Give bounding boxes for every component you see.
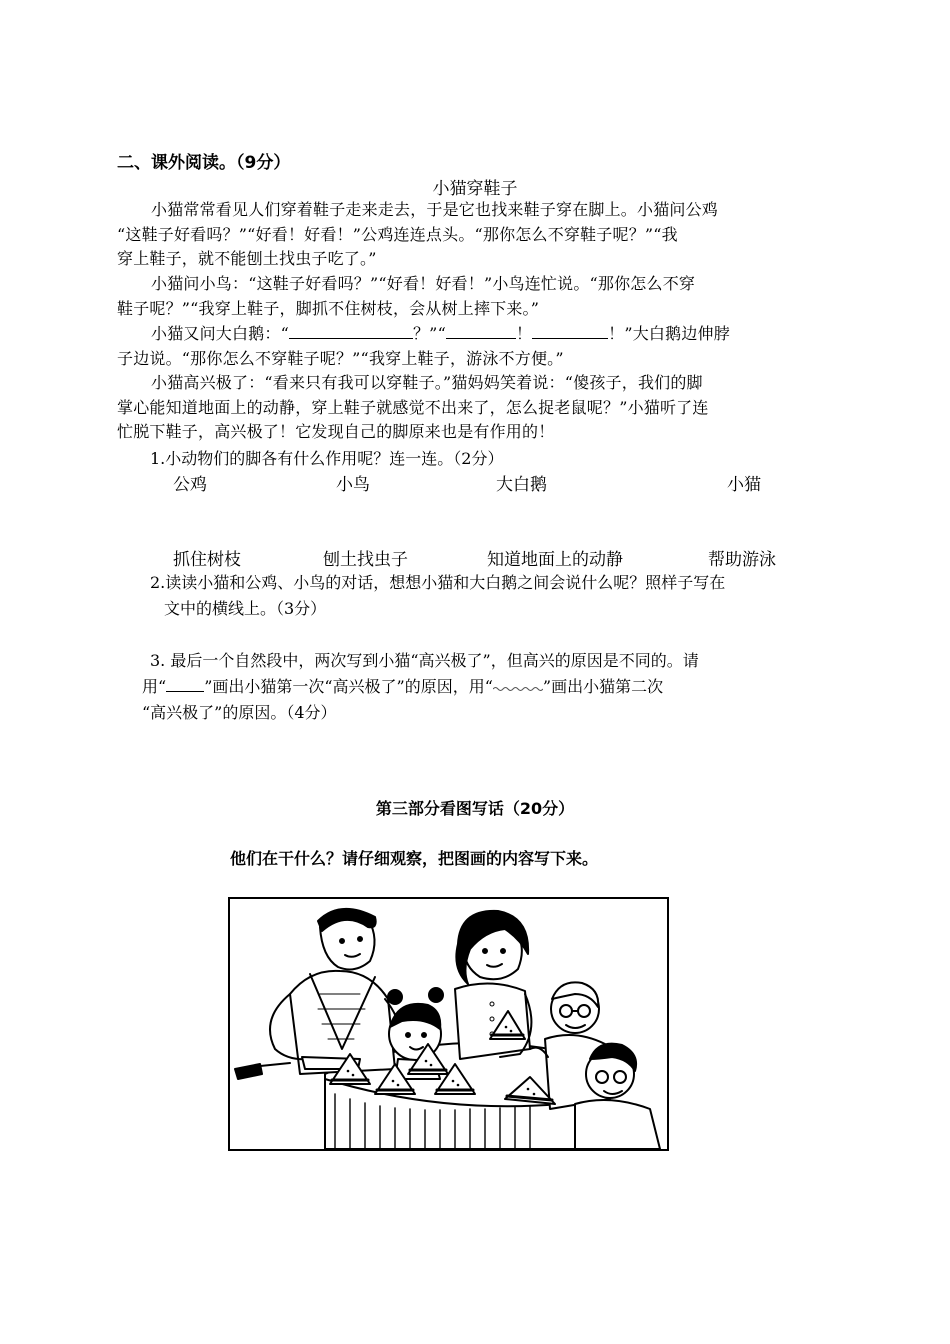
animal-option[interactable]: 大白鹅: [496, 475, 547, 495]
question-2: [150, 570, 725, 622]
text-fragment: ？”“: [412, 324, 446, 343]
answer-blank-3[interactable]: [532, 324, 608, 339]
foot-use-option[interactable]: 抓住树枝: [173, 550, 241, 570]
text-fragment: ”画出小猫第一次“高兴极了”的原因，用“: [204, 677, 493, 696]
text-line: 子边说。“那你怎么不穿鞋子呢？”“我穿上鞋子，游泳不方便。”: [117, 348, 564, 368]
text-line: “高兴极了”的原因。（4分）: [142, 703, 337, 722]
text-fragment: 用“: [142, 677, 167, 696]
text-line: 掌心能知道地面上的动静，穿上鞋子就感觉不出来了，怎么捉老鼠呢？”小猫听了连: [117, 397, 709, 417]
text-line: 忙脱下鞋子，高兴极了！它发现自己的脚原来也是有作用的！: [117, 422, 555, 441]
text-fragment: ！: [515, 324, 533, 343]
text-fragment: ！”大白鹅边伸脖: [608, 324, 730, 343]
animal-option[interactable]: 小鸟: [336, 475, 370, 495]
animal-option[interactable]: 公鸡: [173, 475, 207, 495]
story-paragraph-2: [117, 272, 839, 321]
text-line: 鞋子呢？”“我穿上鞋子，脚抓不住树枝，会从树上摔下来。”: [117, 298, 540, 318]
writing-prompt: 他们在干什么？请仔细观察，把图画的内容写下来。: [230, 849, 599, 868]
foot-use-option[interactable]: 刨土找虫子: [323, 550, 408, 570]
text-fragment: ”画出小猫第二次: [542, 677, 664, 696]
answer-blank-2[interactable]: [446, 324, 516, 339]
story-paragraph-3: [117, 322, 839, 371]
text-line: 穿上鞋子，就不能刨土找虫子吃了。”: [117, 249, 377, 268]
text-line: 2.读读小猫和公鸡、小鸟的对话，想想小猫和大白鹅之间会说什么呢？照样子写在: [150, 573, 726, 592]
text-line: 文中的横线上。（3分）: [164, 599, 327, 618]
story-paragraph-4: [117, 371, 839, 445]
wavy-line-sample: [493, 678, 543, 692]
part-title: 第三部分看图写话（20分）: [375, 799, 575, 818]
text-line: 小猫高兴极了：“看来只有我可以穿鞋子。”猫妈妈笑着说：“傻孩子，我们的脚: [151, 373, 703, 392]
section-heading: 二、课外阅读。（9分）: [117, 153, 291, 173]
text-line: “这鞋子好看吗？”“好看！好看！”公鸡连连点头。“那你怎么不穿鞋子呢？”“我: [117, 224, 678, 244]
story-paragraph-1: [117, 198, 839, 272]
question-1: 1.小动物们的脚各有什么作用呢？连一连。（2分）: [150, 449, 504, 468]
answer-blank-1[interactable]: [289, 324, 413, 339]
story-title: 小猫穿鞋子: [432, 179, 518, 199]
foot-use-option[interactable]: 帮助游泳: [708, 550, 776, 570]
text-line: 小猫问小鸟：“这鞋子好看吗？”“好看！好看！”小鸟连忙说。“那你怎么不穿: [151, 274, 696, 293]
animal-option[interactable]: 小猫: [727, 475, 761, 495]
family-watermelon-picture: [228, 897, 669, 1151]
text-fragment: 小猫又问大白鹅：“: [151, 324, 289, 343]
underline-sample: [166, 677, 204, 692]
text-line: 小猫常常看见人们穿着鞋子走来走去，于是它也找来鞋子穿在脚上。小猫问公鸡: [151, 200, 719, 219]
text-line: 3. 最后一个自然段中，两次写到小猫“高兴极了”，但高兴的原因是不同的。请: [150, 651, 699, 670]
foot-use-option[interactable]: 知道地面上的动静: [487, 550, 623, 570]
question-3: [142, 648, 850, 726]
